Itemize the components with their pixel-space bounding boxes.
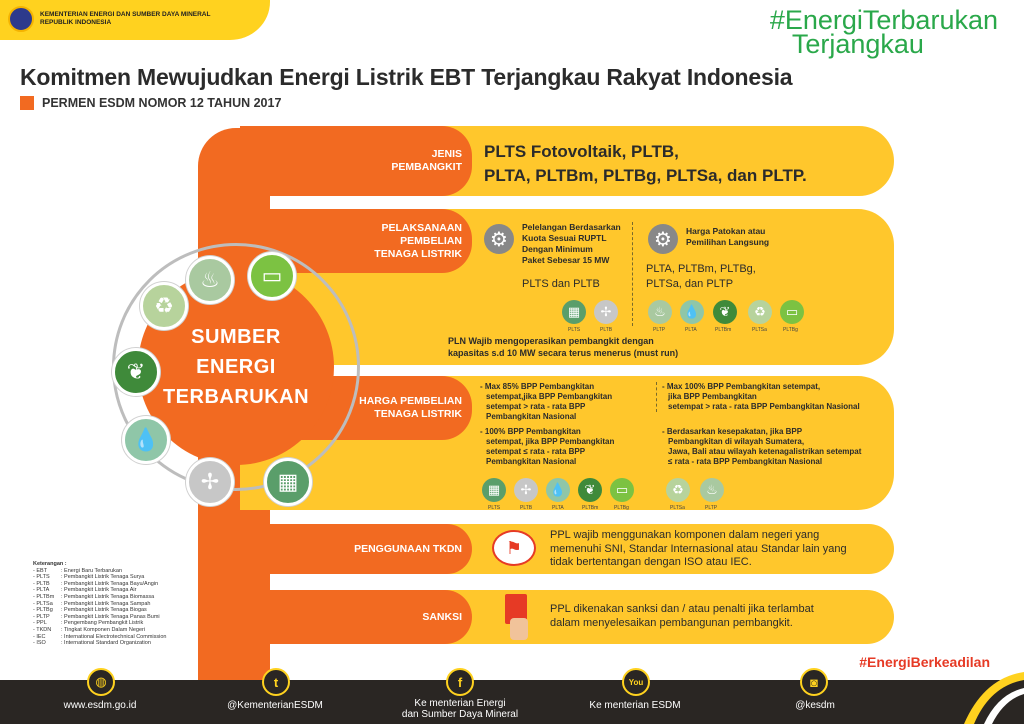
legend-value: : Pembangkit Listrik Tenaga Biogas [61, 607, 147, 614]
sanksi-line2: dalam menyelesaikan pembangunan pembangkit. [550, 617, 793, 629]
harga-d1: - Berdasarkan kesepakatan, jika BPP [662, 427, 803, 436]
tkdn-line3: tidak bertentangan dengan ISO atau IEC. [550, 556, 752, 568]
harga-cap-pltbm: PLTBm [582, 505, 599, 511]
recycle-icon: ♻ [748, 300, 772, 324]
pelaksanaan-note [448, 335, 678, 359]
jenis-text-line2: PLTA, PLTBm, PLTBg, PLTSa, dan PLTP. [484, 166, 807, 185]
footer-web-link[interactable]: www.esdm.go.id [63, 700, 137, 711]
page-subtitle [20, 96, 281, 110]
solar-panel-icon: ▦ [562, 300, 586, 324]
harga-block-d [662, 427, 861, 467]
globe-icon[interactable]: ◍ [87, 668, 115, 696]
pelaksanaan-left-title [522, 222, 621, 266]
wind-turbine-icon-2: ✢ [514, 478, 538, 502]
harga-cap-pltp: PLTP [705, 505, 718, 511]
harga-b3: setempat ≤ rata - rata BPP [486, 447, 586, 456]
footer-stripes-decoration [964, 664, 1024, 724]
pelaksanaan-left-types: PLTS dan PLTB [522, 278, 600, 290]
geothermal-icon: ♨ [648, 300, 672, 324]
jenis-label-line2: PEMBANGKIT [391, 161, 462, 173]
harga-cap-pltb: PLTB [520, 505, 533, 511]
harga-cap-pltbg: PLTBg [614, 505, 629, 511]
legend-value: : International Electrotechnical Commission [61, 633, 167, 640]
sanksi-text [550, 602, 814, 630]
solar-panel-icon-2: ▦ [482, 478, 506, 502]
legend-row [33, 594, 166, 601]
pel-cap-pltbm: PLTBm [715, 327, 732, 333]
pel-right-title-2: Pemilihan Langsung [686, 237, 770, 247]
pel-right-title-1: Harga Patokan atau [686, 226, 766, 236]
jenis-text-line1: PLTS Fotovoltaik, PLTB, [484, 142, 679, 161]
wind-turbine-icon-circle: ✢ [186, 458, 234, 506]
center-line2: ENERGI [196, 356, 276, 378]
tkdn-line1: PPL wajib menggunakan komponen dalam negeri yang [550, 529, 820, 541]
footer-facebook-link[interactable] [385, 698, 535, 720]
recycle-icon-circle: ♻ [140, 282, 188, 330]
pelaksanaan-right-title [686, 226, 769, 248]
pel-cap-pltbg: PLTBg [783, 327, 798, 333]
ministry-country: REPUBLIK INDONESIA [40, 19, 112, 26]
center-line3: TERBARUKAN [162, 386, 310, 408]
instagram-icon[interactable]: ◙ [800, 668, 828, 696]
legend-value: : Pembangkit Listrik Tenaga Bayu/Angin [61, 580, 159, 587]
ministry-seal-icon [8, 6, 34, 32]
harga-c3: setempat > rata - rata BPP Pembangkitan Nasional [668, 402, 860, 411]
row-tkdn-label [240, 524, 472, 574]
jenis-label-line1: JENIS [431, 148, 462, 160]
legend-key: - TKDN [33, 626, 52, 633]
harga-a3: setempat > rata - rata BPP [486, 402, 586, 411]
legend-value: : Pembangkit Listrik Tenaga Biomassa [61, 593, 155, 600]
pel-cap-pltp: PLTP [653, 327, 666, 333]
pel-right-types-1: PLTA, PLTBm, PLTBg, [646, 263, 756, 275]
sanksi-label-text: SANKSI [422, 610, 462, 623]
pelaksanaan-label-line3: TENAGA LISTRIK [374, 247, 462, 260]
pel-left-title-2: Kuota Sesuai RUPTL [522, 233, 607, 243]
legend-key: - IEC [33, 633, 46, 640]
harga-d2: Pembangkitan di wilayah Sumatera, [668, 437, 805, 446]
ministry-name: KEMENTERIAN ENERGI DAN SUMBER DAYA MINERAL [40, 11, 211, 18]
pelaksanaan-label-line1: PELAKSANAAN [381, 221, 462, 234]
legend-row [33, 627, 166, 634]
legend-row [33, 640, 166, 647]
harga-a4: Pembangkitan Nasional [486, 412, 577, 421]
legend-key: - PLTP [33, 613, 50, 620]
geothermal-icon-circle: ♨ [186, 256, 234, 304]
footer-twitter-link[interactable]: @KementerianESDM [227, 700, 323, 711]
legend-key: - PPL [33, 620, 47, 627]
legend-key: - PLTBg [33, 607, 53, 614]
hashtag-top [769, 5, 998, 59]
legend-value: : Pembangkit Listrik Tenaga Panas Bumi [61, 613, 160, 620]
hashtag-top-line2: Terjangkau [791, 29, 924, 59]
harga-cap-pltsa: PLTSa [670, 505, 685, 511]
pel-note-1: PLN Wajib mengoperasikan pembangkit dengan [448, 336, 654, 346]
legend-title: Keterangan : [33, 561, 67, 567]
harga-block-b [480, 427, 614, 467]
harga-divider [656, 382, 657, 412]
geothermal-icon-2: ♨ [700, 478, 724, 502]
legend-row [33, 614, 166, 621]
tkdn-line2: memenuhi SNI, Standar Internasional atau Standar lain yang [550, 542, 847, 555]
footer-youtube-link[interactable]: Ke menterian ESDM [589, 700, 681, 711]
facebook-line1: Ke menterian Energi [414, 698, 506, 709]
wind-turbine-icon: ✢ [594, 300, 618, 324]
pel-left-title-3: Dengan Minimum [522, 244, 593, 254]
harga-a1: - Max 85% BPP Pembangkitan [480, 382, 595, 391]
legend-key: - PLTSa [33, 600, 53, 607]
tkdn-text [550, 529, 847, 570]
legend-value: : Tingkat Komponen Dalam Negeri [61, 626, 146, 633]
legend-value: : Pembangkit Listrik Tenaga Sampah [61, 600, 151, 607]
tkdn-label-text: PENGGUNAAN TKDN [354, 542, 462, 555]
legend-row [33, 574, 166, 581]
harga-c2: jika BPP Pembangkitan [668, 392, 757, 401]
legend-key: - PLTBm [33, 593, 55, 600]
water-drops-icon-2: 💧 [546, 478, 570, 502]
legend-key: - PLTS [33, 574, 50, 581]
harga-c1: - Max 100% BPP Pembangkitan setempat, [662, 382, 821, 391]
harga-a2: setempat,jika BPP Pembangkitan [486, 392, 613, 401]
legend-value: : International Standard Organization [61, 640, 151, 647]
subtitle-text: PERMEN ESDM NOMOR 12 TAHUN 2017 [42, 96, 282, 110]
legend-row [33, 607, 166, 614]
legend-row [33, 568, 166, 575]
legend-row [33, 601, 166, 608]
harga-d3: Jawa, Bali atau wilayah ketenagalistrikan setempat [668, 447, 862, 456]
harga-label-line1: HARGA PEMBELIAN [359, 395, 462, 407]
legend-value: : Pembangkit Listrik Tenaga Surya [61, 574, 145, 581]
hashtag-bottom: #EnergiBerkeadilan [859, 654, 990, 670]
pelaksanaan-label-line2: PEMBELIAN [400, 234, 462, 247]
hand-icon [510, 618, 528, 640]
water-drops-icon: 💧 [680, 300, 704, 324]
legend-key: - ISO [33, 640, 46, 647]
page-title: Komitmen Mewujudkan Energi Listrik EBT Terjangkau Rakyat Indonesia [20, 64, 793, 90]
harga-cap-plta: PLTA [552, 505, 564, 511]
pel-cap-plts: PLTS [568, 327, 581, 333]
leaf-icon: ❦ [713, 300, 737, 324]
biogas-icon-circle: ▭ [248, 252, 296, 300]
harga-block-c [662, 382, 860, 412]
pel-right-types-2: PLTSa, dan PLTP [646, 278, 734, 290]
legend-value: : Energi Baru Terbarukan [61, 567, 123, 574]
row-sanksi-label [240, 590, 472, 644]
legend-row [33, 581, 166, 588]
leaf-icon-circle: ❦ [112, 348, 160, 396]
solar-panel-icon-circle: ▦ [264, 458, 312, 506]
twitter-icon[interactable]: t [262, 668, 290, 696]
harga-label-line2: TENAGA LISTRIK [374, 408, 462, 420]
pel-left-title-4: Paket Sebesar 15 MW [522, 255, 610, 265]
harga-d4: ≤ rata - rata BPP Pembangkitan Nasional [668, 457, 823, 466]
pel-note-2: kapasitas s.d 10 MW secara terus menerus (must run) [448, 348, 679, 358]
legend-row [33, 587, 166, 594]
recycle-icon-2: ♻ [666, 478, 690, 502]
pel-cap-pltsa: PLTSa [752, 327, 767, 333]
biogas-icon: ▭ [780, 300, 804, 324]
subtitle-square-icon [20, 96, 34, 110]
harga-b4: Pembangkitan Nasional [486, 457, 577, 466]
legend-key: - PLTB [33, 580, 50, 587]
harga-block-a [480, 382, 612, 422]
pelaksanaan-right-types [646, 262, 756, 292]
leaf-icon-2: ❦ [578, 478, 602, 502]
pelaksanaan-divider [632, 222, 633, 326]
legend-row [33, 620, 166, 627]
row-jenis-label [240, 126, 472, 196]
water-drops-icon-circle: 💧 [122, 416, 170, 464]
harga-b2: setempat, jika BPP Pembangkitan [486, 437, 615, 446]
center-line1: SUMBER [191, 326, 281, 348]
legend-key: - PLTA [33, 587, 50, 594]
facebook-icon[interactable]: f [446, 668, 474, 696]
legend-key: - EBT [33, 567, 48, 574]
jenis-text [484, 140, 807, 188]
facebook-line2: dan Sumber Daya Mineral [401, 709, 519, 720]
legend [33, 561, 166, 647]
indonesian-flag-icon: ⚑ [492, 530, 536, 566]
harga-b1: - 100% BPP Pembangkitan [480, 427, 581, 436]
harga-cap-plts: PLTS [488, 505, 501, 511]
hashtag-top-line1: #EnergiTerbarukan [769, 5, 998, 35]
youtube-icon[interactable]: You [622, 668, 650, 696]
pel-cap-pltb: PLTB [600, 327, 613, 333]
legend-value: : Pembangkit Listrik Tenaga Air [61, 587, 137, 594]
pel-left-title-1: Pelelangan Berdasarkan [522, 222, 621, 232]
gear-icon: ⚙ [484, 224, 514, 254]
biogas-icon-2: ▭ [610, 478, 634, 502]
pel-cap-plta: PLTA [685, 327, 697, 333]
legend-value: : Pengembang Pembangkit Listrik [61, 620, 144, 627]
sanksi-line1: PPL dikenakan sanksi dan / atau penalti jika terlambat [550, 603, 814, 615]
footer-instagram-link[interactable]: @kesdm [795, 700, 835, 711]
ministry-logo-block [8, 6, 210, 32]
legend-row [33, 634, 166, 641]
gear-icon-2: ⚙ [648, 224, 678, 254]
